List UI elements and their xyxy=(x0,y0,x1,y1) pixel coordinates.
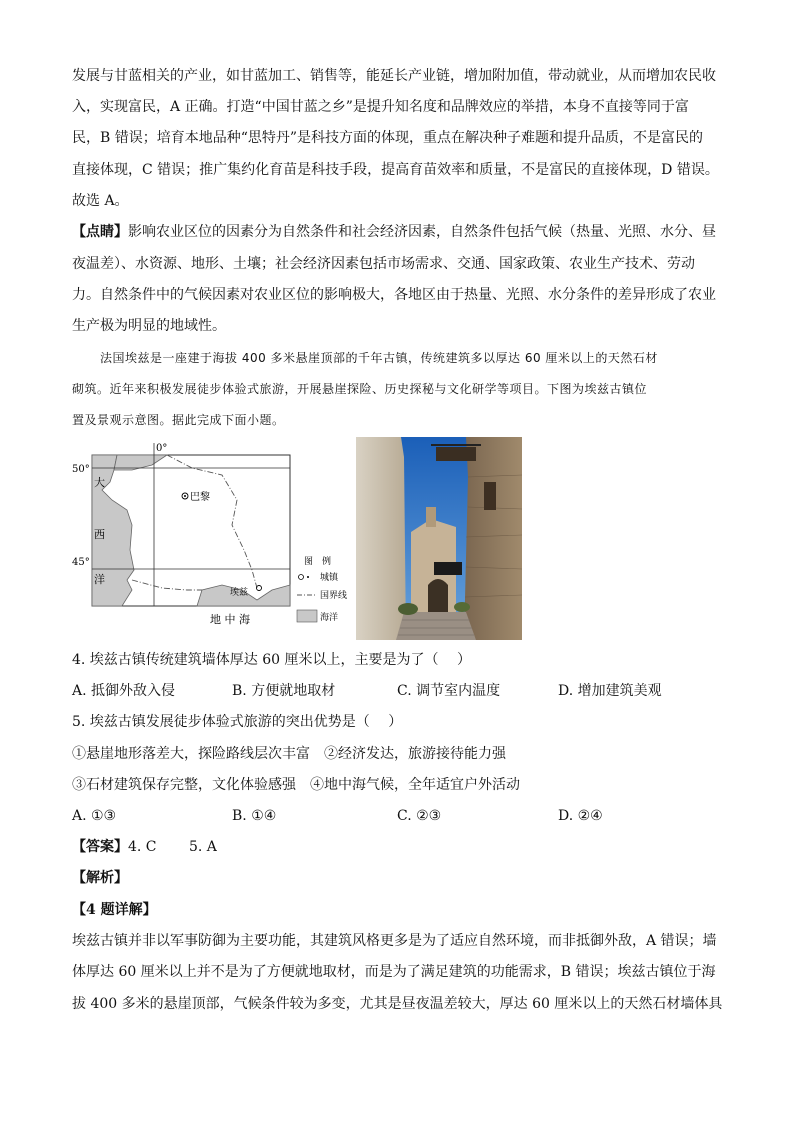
body-text-line: 入，实现富民，A 正确。打造“中国甘蓝之乡”是提升知名度和品牌效应的举措，本身不直接等同于富 xyxy=(72,99,689,115)
q4-option-a[interactable]: A. 抵御外敌入侵 xyxy=(72,683,176,699)
q5-stem: 5. 埃兹古镇发展徒步体验式旅游的突出优势是（ ） xyxy=(72,714,403,730)
q4-stem: 4. 埃兹古镇传统建筑墙体厚达 60 厘米以上，主要是为了（ ） xyxy=(72,652,471,668)
legend-ocean: 海洋 xyxy=(320,613,339,623)
material-intro-line: 砌筑。近年来积极发展徒步体验式旅游，开展悬崖探险、历史探秘与文化研学等项目。下图为埃兹古镇位 xyxy=(72,382,648,396)
dianjing-line: 生产极为明显的地域性。 xyxy=(72,318,226,334)
eze-label: 埃兹 xyxy=(230,588,249,598)
q5-option-b[interactable]: B. ①④ xyxy=(232,808,277,824)
lat45-label: 45° xyxy=(72,557,90,568)
q5-option-d[interactable]: D. ②④ xyxy=(558,808,603,824)
body-text-line: 民，B 错误；培育本地品种“思特丹”是科技方面的体现，重点在解决种子难题和提升品质，不是富民的 xyxy=(72,130,704,146)
q5-option-a[interactable]: A. ①③ xyxy=(72,808,117,824)
detail4-tag: 【4 题详解】 xyxy=(72,902,157,918)
dianjing-line xyxy=(72,222,732,242)
q4-option-b[interactable]: B. 方便就地取材 xyxy=(232,683,336,699)
answer-text: 4. C 5. A xyxy=(128,839,217,855)
dianjing-tag: 【点睛】 xyxy=(72,224,128,240)
ocean-char: 西 xyxy=(94,528,105,541)
body-text-line: 故选 A。 xyxy=(72,193,129,209)
legend-title: 图 例 xyxy=(304,557,332,567)
lon-label: 0° xyxy=(156,443,168,454)
q5-statement: ③石材建筑保存完整，文化体验感强 ④地中海气候，全年适宜户外活动 xyxy=(72,777,520,793)
material-intro-line: 置及景观示意图。据此完成下面小题。 xyxy=(72,413,285,427)
detail4-line: 拔 400 多米的悬崖顶部，气候条件较为多变，尤其是昼夜温差较大，厚达 60 厘米以上的天然石材墙体具 xyxy=(72,996,723,1012)
material-intro-line: 法国埃兹是一座建于海拔 400 多米悬崖顶部的千年古镇，传统建筑多以厚达 60 厘米以上的天然石材 xyxy=(100,351,658,365)
q5-statement: ①悬崖地形落差大，探险路线层次丰富 ②经济发达，旅游接待能力强 xyxy=(72,746,506,762)
eze-photo-svg xyxy=(356,437,522,640)
ocean-char: 大 xyxy=(94,476,105,489)
dianjing-text: 影响农业区位的因素分为自然条件和社会经济因素，自然条件包括气候（热量、光照、水分、昼 xyxy=(128,224,716,240)
eze-village-photo xyxy=(356,437,522,640)
legend-border: 国界线 xyxy=(320,591,348,601)
location-map xyxy=(72,440,352,640)
dianjing-line: 力。自然条件中的气候因素对农业区位的影响极大，各地区由于热量、光照、水分条件的差异形成了农业 xyxy=(72,287,716,303)
q4-option-c[interactable]: C. 调节室内温度 xyxy=(397,683,501,699)
answer-tag: 【答案】 xyxy=(72,839,128,855)
q5-option-c[interactable]: C. ②③ xyxy=(397,808,442,824)
q4-option-d[interactable]: D. 增加建筑美观 xyxy=(558,683,662,699)
location-map-svg xyxy=(72,440,352,640)
analysis-tag: 【解析】 xyxy=(72,870,128,886)
answer-line xyxy=(72,837,732,857)
sea-label: 地 中 海 xyxy=(210,613,250,626)
ocean-char: 洋 xyxy=(94,573,105,586)
detail4-line: 埃兹古镇并非以军事防御为主要功能，其建筑风格更多是为了适应自然环境，而非抵御外敌，A 错误；墙 xyxy=(72,933,717,949)
legend-town: 城镇 xyxy=(320,573,339,583)
body-text-line: 直接体现，C 错误；推广集约化育苗是科技手段，提高育苗效率和质量，不是富民的直接体现，D 错误。 xyxy=(72,162,719,178)
detail4-line: 体厚达 60 厘米以上并不是为了方便就地取材，而是为了满足建筑的功能需求，B 错误；埃兹古镇位于海 xyxy=(72,964,716,980)
body-text-line: 发展与甘蓝相关的产业，如甘蓝加工、销售等，能延长产业链，增加附加值，带动就业，从而增加农民收 xyxy=(72,68,716,84)
paris-label: 巴黎 xyxy=(190,492,210,503)
dianjing-line: 夜温差）、水资源、地形、土壤；社会经济因素包括市场需求、交通、国家政策、农业生产技术、劳动 xyxy=(72,256,695,272)
lat50-label: 50° xyxy=(72,464,90,475)
